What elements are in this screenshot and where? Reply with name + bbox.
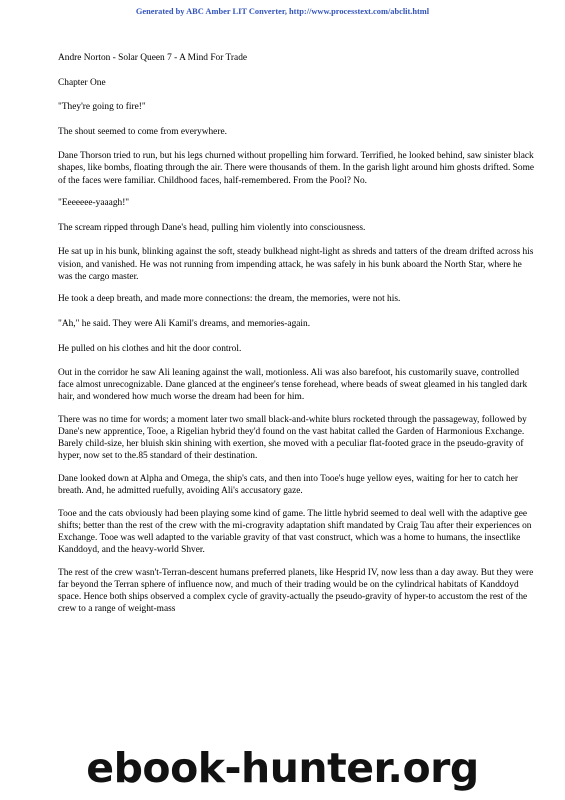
paragraph: Dane looked down at Alpha and Omega, the ship's cats, and then into Tooe's huge yellow eyes, waiting for her to catch her breath. And, he admitted ruefully, avoiding Ali's accusatory gaze.: [58, 473, 518, 497]
paragraph: The scream ripped through Dane's head, pulling him violently into consciousness.: [58, 222, 366, 233]
paragraph: The shout seemed to come from everywhere.: [58, 126, 227, 137]
watermark-text: ebook-hunter.org: [86, 744, 479, 792]
paragraph: Tooe and the cats obviously had been playing some kind of game. The little hybrid seemed to deal well with the adaptive gee shifts; better than the rest of the crew with the mi-crogravity adaptation shift mandated by Craig Tau after their experiences on Exchange. Tooe was well adapted to the variable gravity of that vast construct, which was a home to humans, the insectlike Kanddoyd, and the heavy-world Shver.: [58, 508, 532, 555]
paragraph: "They're going to fire!": [58, 102, 146, 113]
paragraph: There was no time for words; a moment later two small black-and-white blurs rocketed through the passageway, followed by Dane's new apprentice, Tooe, a Rigelian hybrid they'd found on the vast habitat called the Garden of Harmonious Exchange. Barely child-size, her bluish skin shining with exertion, she moved with a peculiar flat-footed grace in the pseudo-gravity of hyper, now set to the.85 standard of their destination.: [58, 414, 527, 462]
paragraph: He pulled on his clothes and hit the door control.: [58, 343, 242, 354]
generator-link[interactable]: Generated by ABC Amber LIT Converter, http://www.processtext.com/abclit.html: [135, 7, 430, 16]
book-title: Andre Norton - Solar Queen 7 - A Mind For Trade: [58, 53, 248, 63]
paragraph: "Ah," he said. They were Ali Kamil's dreams, and memories-again.: [58, 318, 311, 329]
paragraph: He sat up in his bunk, blinking against the soft, steady bulkhead night-light as shreds and tatters of the dream drifted across his vision, and vanished. He was not running from impending attack, he was safely in his bunk aboard the North Star, where he was the cargo master.: [58, 247, 534, 282]
paragraph: "Eeeeeee-yaaagh!": [58, 198, 130, 209]
paragraph: The rest of the crew wasn't-Terran-descent humans preferred planets, like Hesprid IV, now less than a day away. But they were far beyond the Terran sphere of influence now, and much of their trading would be on the cylindrical habitats of Kanddoyd space. Hence both ships observed a complex cycle of gravity-actually the pseudo-gravity of hyper-to accustom the rest of the crew to a range of weight-mass: [58, 567, 534, 614]
book-text: [58, 52, 536, 626]
paragraph: Dane Thorson tried to run, but his legs churned without propelling him forward. Terrified, he looked behind, saw sinister black shapes, like bombs, floating through the air. There were thousands of them. In the garish light around him ghosts drifted. Some of the faces were familiar. Childhood faces, half-remembered. From the Pool? No.: [58, 151, 535, 186]
paragraph: He took a deep breath, and made more connections: the dream, the memories, were not his.: [58, 294, 401, 305]
chapter-heading: Chapter One: [58, 77, 106, 88]
paragraph: Out in the corridor he saw Ali leaning against the wall, motionless. Ali was also barefoot, his customarily suave, controlled face almost unrecognizable. Dane glanced at the engineer's tense forehead, where beads of sweat gleamed in his tangled dark hair, and wondered how much worse the dream had been for him.: [58, 368, 528, 403]
